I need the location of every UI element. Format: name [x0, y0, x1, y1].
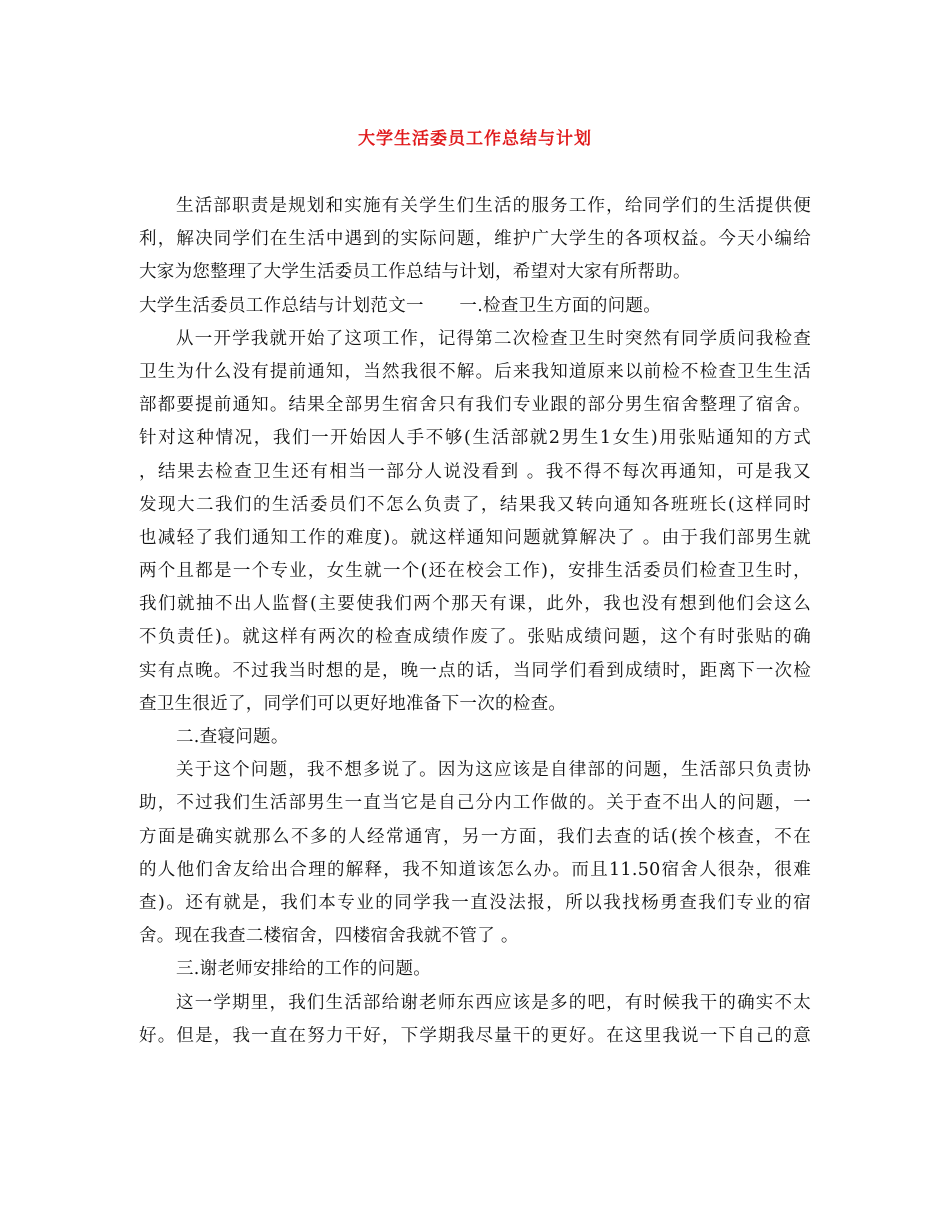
text-line: 不负责任)。就这样有两次的检查成绩作废了。张贴成绩问题，这个有时张贴的确	[139, 627, 811, 648]
text-line: 卫生为什么没有提前通知，当然我很不解。后来我知道原来以前检不检查卫生生活	[139, 361, 811, 382]
text-line: 方面是确实就那么不多的人经常通宵，另一方面，我们去查的话(挨个核查，不在	[139, 826, 811, 847]
text-line: 这一学期里，我们生活部给谢老师东西应该是多的吧，有时候我干的确实不太	[176, 992, 811, 1013]
text-line: 好。但是，我一直在努力干好，下学期我尽量干的更好。在这里我说一下自己的意	[139, 1025, 811, 1046]
text-line: 大家为您整理了大学生活委员工作总结与计划，希望对大家有所帮助。	[139, 262, 691, 283]
text-line: 生活部职责是规划和实施有关学生们生活的服务工作，给同学们的生活提供便	[176, 196, 811, 216]
text-line: 舍。现在我查二楼宿舍，四楼宿舍我就不管了 。	[139, 926, 519, 947]
text-line: 大学生活委员工作总结与计划范文一 一.检查卫生方面的问题。	[139, 295, 662, 316]
text-line: 查)。还有就是，我们本专业的同学我一直没法报，所以我找杨勇查我们专业的宿	[139, 892, 811, 913]
text-line: 发现大二我们的生活委员们不怎么负责了，结果我又转向通知各班班长(这样同时	[139, 494, 811, 515]
text-line: ，结果去检查卫生还有相当一部分人说没看到 。我不得不每次再通知，可是我又	[139, 461, 811, 482]
text-line: 关于这个问题，我不想多说了。因为这应该是自律部的问题，生活部只负责协	[176, 760, 811, 781]
text-line: 实有点晚。不过我当时想的是，晚一点的话，当同学们看到成绩时，距离下一次检	[139, 660, 811, 681]
document-body	[139, 190, 811, 1053]
text-line: 也减轻了我们通知工作的难度)。就这样通知问题就算解决了 。由于我们部男生就	[139, 527, 811, 548]
text-line: 三.谢老师安排给的工作的问题。	[176, 959, 432, 980]
text-line: 二.查寝问题。	[176, 727, 289, 747]
text-line: 两个且都是一个专业，女生就一个(还在校会工作)，安排生活委员们检查卫生时，	[139, 561, 811, 582]
document-title: 大学生活委员工作总结与计划	[358, 129, 592, 149]
text-line: 的人他们舍友给出合理的解释，我不知道该怎么办。而且11.50宿舍人很杂，很难	[139, 859, 811, 880]
text-line: 利，解决同学们在生活中遇到的实际问题，维护广大学生的各项权益。今天小编给	[139, 229, 811, 250]
text-line: 部都要提前通知。结果全部男生宿舍只有我们专业跟的部分男生宿舍整理了宿舍。	[139, 395, 811, 416]
text-line: 我们就抽不出人监督(主要使我们两个那天有课，此外，我也没有想到他们会这么	[139, 594, 811, 615]
text-line: 助，不过我们生活部男生一直当它是自己分内工作做的。关于查不出人的问题，一	[139, 793, 811, 814]
text-line: 从一开学我就开始了这项工作，记得第二次检查卫生时突然有同学质问我检查	[176, 328, 811, 349]
text-line: 针对这种情况，我们一开始因人手不够(生活部就2男生1女生)用张贴通知的方式	[139, 428, 811, 449]
text-line: 查卫生很近了，同学们可以更好地准备下一次的检查。	[139, 693, 567, 714]
